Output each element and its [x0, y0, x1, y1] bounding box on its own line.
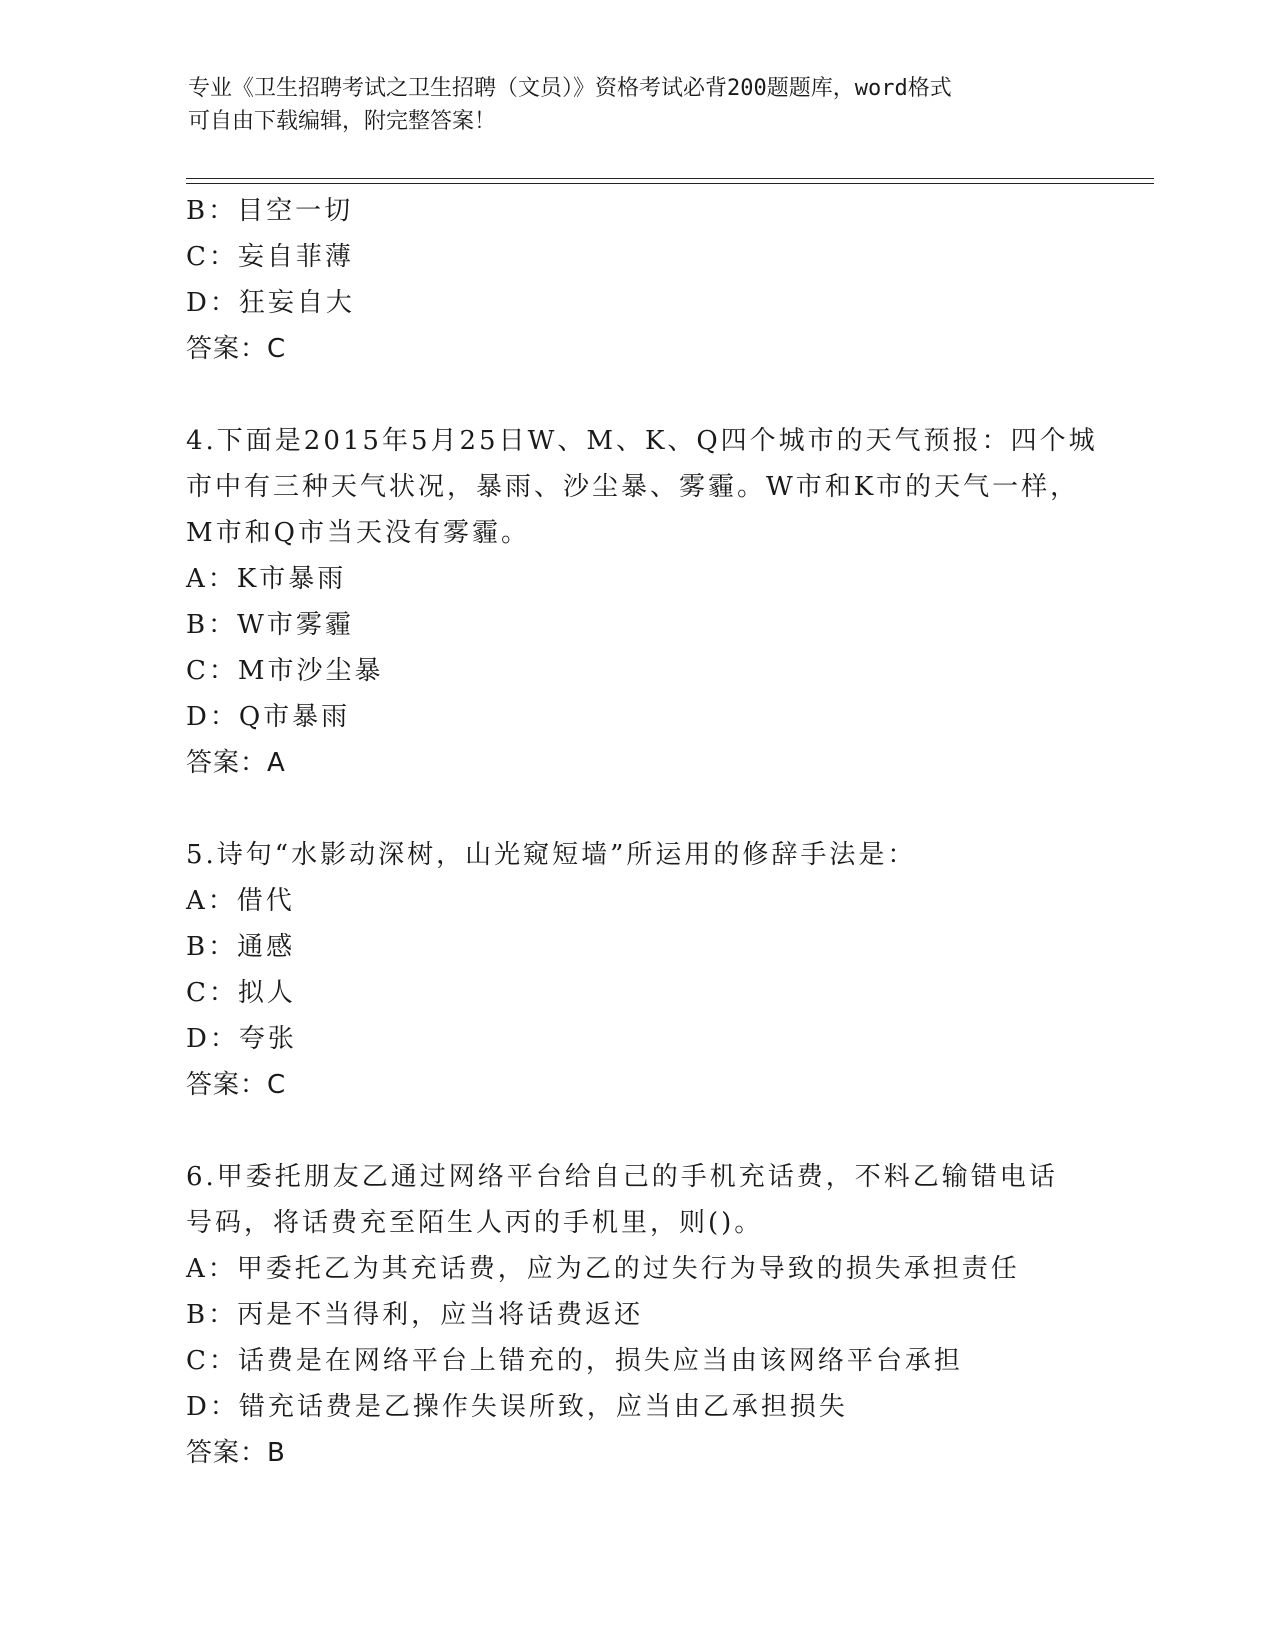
option-b: B：W市雾霾	[186, 610, 354, 640]
question-stem: 5.诗句“水影动深树，山光窥短墙”所运用的修辞手法是：	[186, 840, 917, 870]
header-line-2: 可自由下载编辑，附完整答案！	[188, 109, 497, 134]
option-c: C：话费是在网络平台上错充的，损失应当由该网络平台承担	[186, 1346, 963, 1376]
question-stem: 4.下面是2015年5月25日W、M、K、Q四个城市的天气预报：四个城	[186, 426, 1098, 456]
option-b: B：通感	[186, 932, 296, 962]
question-block-5	[186, 832, 1086, 1108]
question-stem: 市中有三种天气状况，暴雨、沙尘暴、雾霾。W市和K市的天气一样，	[186, 472, 1080, 502]
option-c: C：M市沙尘暴	[186, 656, 384, 686]
question-stem: M市和Q市当天没有雾霾。	[186, 518, 530, 548]
option-a: A：K市暴雨	[186, 564, 347, 594]
header-divider-bottom	[186, 183, 1154, 184]
option-d: D：错充话费是乙操作失误所致，应当由乙承担损失	[186, 1392, 848, 1422]
option-c: C：妄自菲薄	[186, 242, 354, 272]
question-block-3	[186, 188, 1086, 372]
document-header	[188, 72, 1068, 138]
header-divider-top	[186, 178, 1154, 179]
header-line-1: 专业《卫生招聘考试之卫生招聘（文员）》资格考试必背200题题库，word格式	[188, 76, 952, 101]
option-d: D：夸张	[186, 1024, 297, 1054]
option-b: B：目空一切	[186, 196, 354, 226]
option-b: B：丙是不当得利，应当将话费返还	[186, 1300, 644, 1330]
question-block-6	[186, 1154, 1086, 1476]
answer-line: 答案：C	[186, 1070, 287, 1100]
spacer	[186, 786, 1086, 832]
question-stem: 6.甲委托朋友乙通过网络平台给自己的手机充话费，不料乙输错电话	[186, 1162, 1058, 1192]
spacer	[186, 372, 1086, 418]
option-a: A：借代	[186, 886, 295, 916]
answer-line: 答案：B	[186, 1438, 286, 1468]
spacer	[186, 1108, 1086, 1154]
option-d: D：狂妄自大	[186, 288, 355, 318]
option-a: A：甲委托乙为其充话费，应为乙的过失行为导致的损失承担责任	[186, 1254, 1020, 1284]
answer-line: 答案：A	[186, 748, 286, 778]
option-c: C：拟人	[186, 978, 296, 1008]
answer-line: 答案：C	[186, 334, 287, 364]
question-stem: 号码，将话费充至陌生人丙的手机里，则()。	[186, 1208, 764, 1238]
document-body	[186, 188, 1098, 1476]
question-block-4	[186, 418, 1098, 786]
option-d: D：Q市暴雨	[186, 702, 351, 732]
